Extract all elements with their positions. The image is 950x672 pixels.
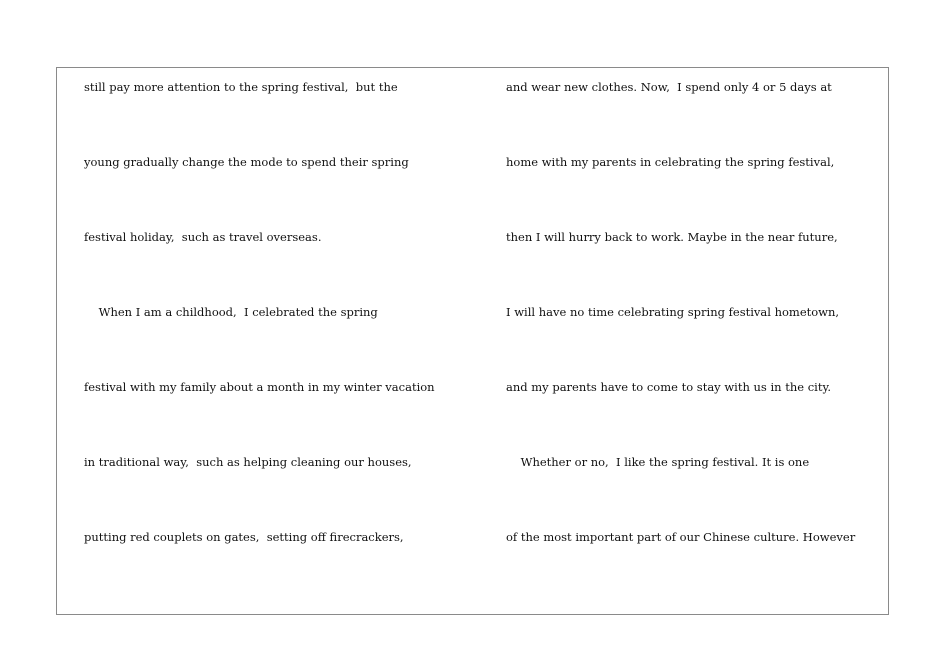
text-line: putting red couplets on gates, setting off firecrackers, [84, 530, 404, 544]
text-line: When I am a childhood, I celebrated the spring [84, 305, 378, 319]
text-line: then I will hurry back to work. Maybe in the near future, [506, 230, 838, 244]
text-line: young gradually change the mode to spend their spring [84, 155, 409, 169]
text-line: festival with my family about a month in my winter vacation [84, 380, 435, 394]
text-line: Whether or no, I like the spring festival. It is one [506, 455, 810, 469]
text-line: in traditional way, such as helping cleaning our houses, [84, 455, 412, 469]
text-line: festival holiday, such as travel overseas. [84, 230, 322, 244]
text-line: I will have no time celebrating spring festival hometown, [506, 305, 840, 319]
text-line: home with my parents in celebrating the spring festival, [506, 155, 835, 169]
text-line: of the most important part of our Chinese culture. However [506, 530, 856, 544]
text-line: still pay more attention to the spring festival, but the [84, 80, 398, 94]
text-line: and wear new clothes. Now, I spend only 4 or 5 days at [506, 80, 832, 94]
text-line: and my parents have to come to stay with us in the city. [506, 380, 832, 394]
